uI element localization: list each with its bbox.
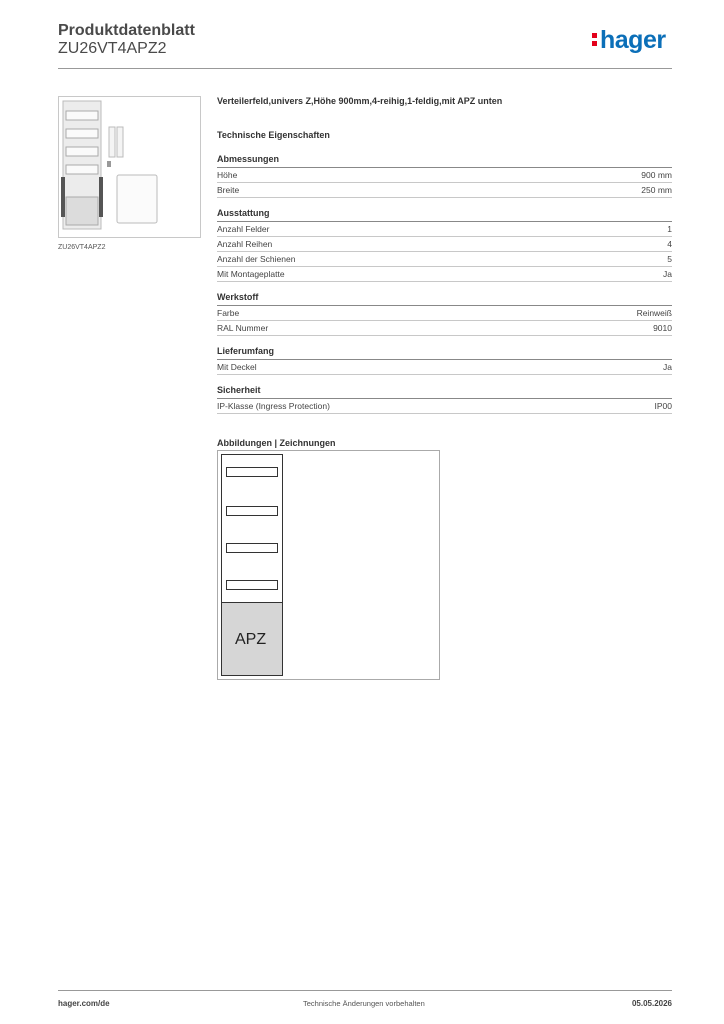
property-value: 9010 bbox=[653, 323, 672, 333]
footer-date: 05.05.2026 bbox=[631, 999, 672, 1008]
property-label: RAL Nummer bbox=[217, 323, 269, 333]
property-label: Anzahl Reihen bbox=[217, 239, 273, 249]
rail-slot bbox=[226, 580, 278, 590]
property-label: IP-Klasse (Ingress Protection) bbox=[217, 401, 330, 411]
property-value: Ja bbox=[663, 362, 672, 372]
property-row bbox=[217, 267, 672, 282]
property-value: Reinweiß bbox=[636, 308, 672, 318]
section bbox=[217, 154, 672, 198]
property-label: Farbe bbox=[217, 308, 240, 318]
property-row bbox=[217, 222, 672, 237]
rail-slot bbox=[226, 506, 278, 516]
property-label: Anzahl Felder bbox=[217, 224, 270, 234]
property-label: Höhe bbox=[217, 170, 238, 180]
property-value: 250 mm bbox=[641, 185, 672, 195]
property-value: Ja bbox=[663, 269, 672, 279]
property-label: Mit Montageplatte bbox=[217, 269, 285, 279]
logo-text: hager bbox=[600, 26, 666, 54]
property-row bbox=[217, 237, 672, 252]
property-row bbox=[217, 183, 672, 198]
property-row bbox=[217, 306, 672, 321]
apz-area bbox=[222, 602, 282, 675]
property-label: Breite bbox=[217, 185, 240, 195]
product-description: Verteilerfeld,univers Z,Höhe 900mm,4-reihig,1-feldig,mit APZ unten bbox=[217, 96, 503, 106]
section bbox=[217, 292, 672, 336]
footer-website-link[interactable]: hager.com/de bbox=[58, 999, 110, 1008]
section-title: Werkstoff bbox=[217, 292, 672, 306]
section bbox=[217, 208, 672, 282]
section bbox=[217, 385, 672, 414]
section-title: Abmessungen bbox=[217, 154, 672, 168]
tech-properties-heading: Technische Eigenschaften bbox=[217, 130, 330, 140]
image-caption: ZU26VT4APZ2 bbox=[58, 244, 106, 251]
footer-disclaimer: Technische Änderungen vorbehalten bbox=[303, 999, 425, 1008]
section-title: Sicherheit bbox=[217, 385, 672, 399]
drawings-heading: Abbildungen | Zeichnungen bbox=[217, 438, 336, 448]
property-value: 5 bbox=[667, 254, 672, 264]
page-title: Produktdatenblatt bbox=[58, 22, 195, 39]
property-label: Mit Deckel bbox=[217, 362, 257, 372]
cabinet-outline bbox=[221, 454, 283, 676]
property-row bbox=[217, 321, 672, 336]
property-value: 4 bbox=[667, 239, 672, 249]
section-title: Ausstattung bbox=[217, 208, 672, 222]
footer-divider bbox=[58, 990, 672, 991]
property-row bbox=[217, 252, 672, 267]
property-row bbox=[217, 168, 672, 183]
rail-slot bbox=[226, 467, 278, 477]
property-row bbox=[217, 399, 672, 414]
section bbox=[217, 346, 672, 375]
logo-colon-icon bbox=[592, 28, 598, 48]
properties-sections bbox=[217, 154, 672, 414]
property-value: 900 mm bbox=[641, 170, 672, 180]
property-label: Anzahl der Schienen bbox=[217, 254, 296, 264]
section-title: Lieferumfang bbox=[217, 346, 672, 360]
rail-slot bbox=[226, 543, 278, 553]
hager-logo[interactable] bbox=[592, 26, 666, 55]
technical-drawing bbox=[217, 450, 440, 680]
property-value: IP00 bbox=[654, 401, 672, 411]
product-image bbox=[58, 96, 201, 238]
property-row bbox=[217, 360, 672, 375]
header-divider bbox=[58, 68, 672, 69]
product-code: ZU26VT4APZ2 bbox=[58, 40, 167, 57]
distribution-board-photo-icon bbox=[59, 97, 200, 237]
content-column bbox=[217, 96, 672, 452]
property-value: 1 bbox=[667, 224, 672, 234]
apz-label: APZ bbox=[235, 631, 267, 648]
